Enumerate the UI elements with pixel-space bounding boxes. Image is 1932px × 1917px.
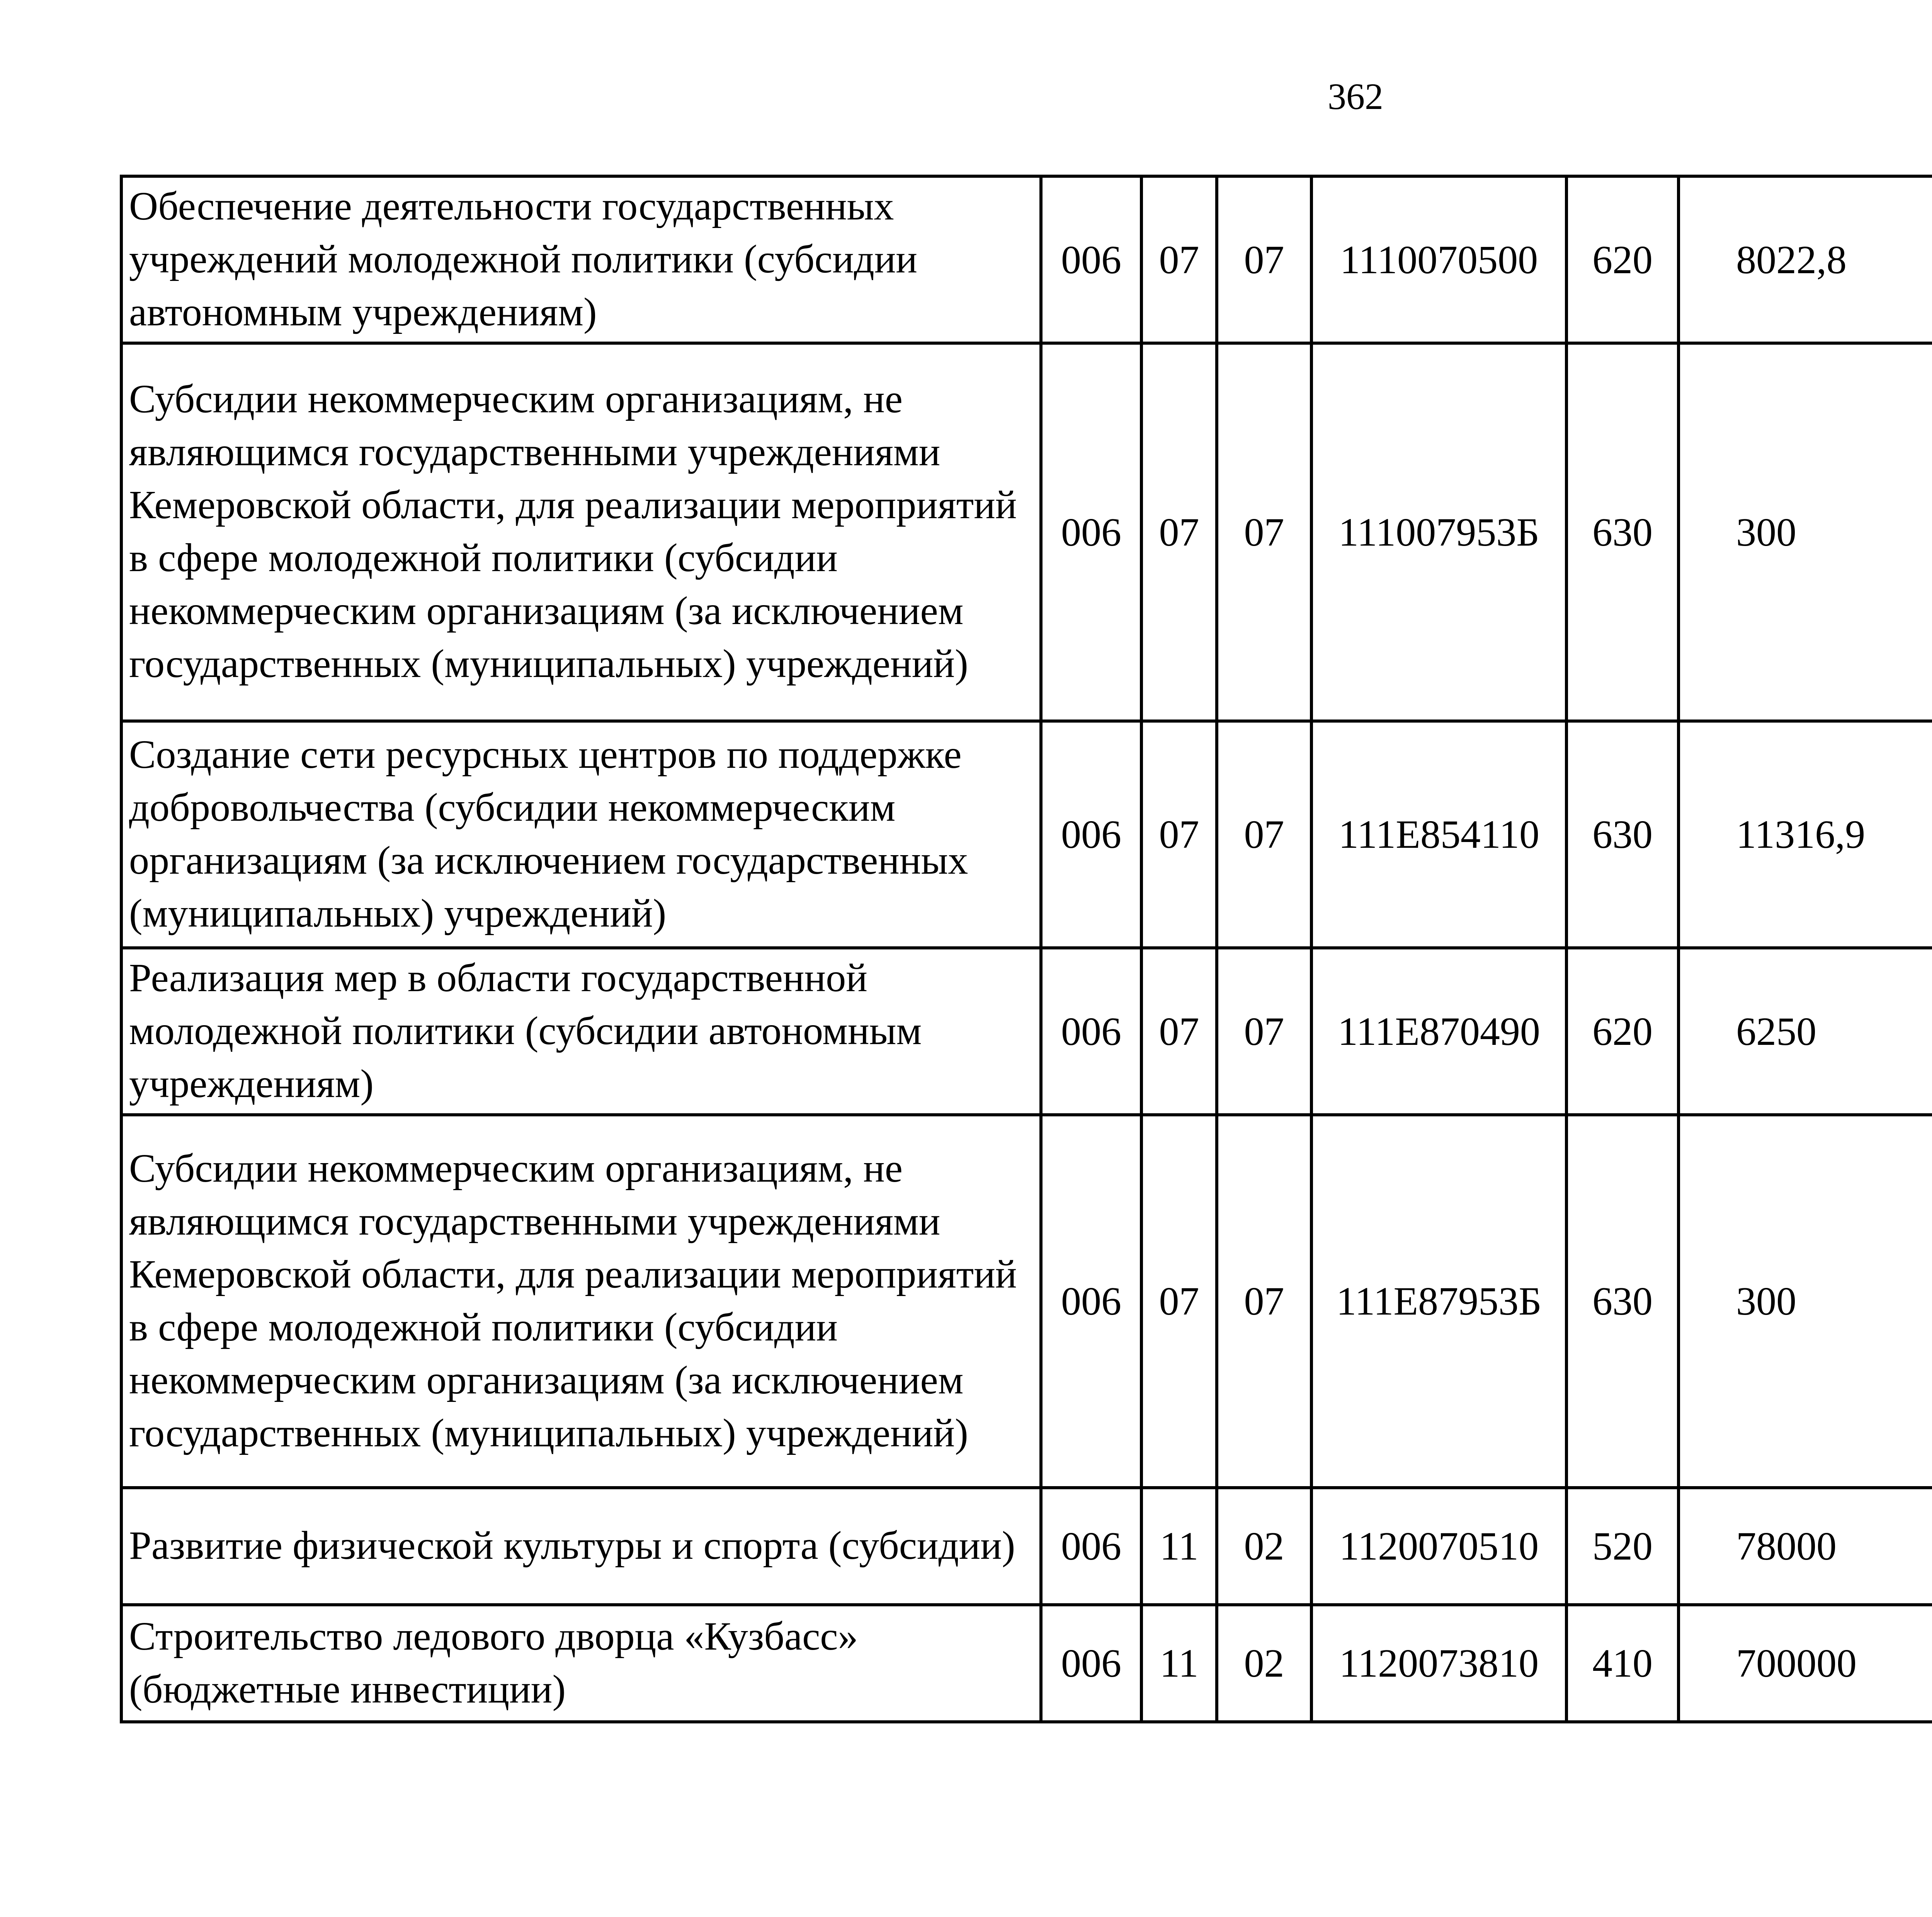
ved-code: 006 xyxy=(1041,176,1141,343)
page-number: 362 xyxy=(1328,76,1383,117)
vr-code: 410 xyxy=(1566,1605,1679,1722)
sum-year-1: 11316,9 xyxy=(1679,721,1932,948)
row-name: Строительство ледового дворца «Кузбасс» (бюджетные инвестиции) xyxy=(121,1605,1041,1722)
rz-code: 07 xyxy=(1141,721,1217,948)
csr-code: 1120070510 xyxy=(1311,1488,1566,1605)
rz-code: 07 xyxy=(1141,1115,1217,1488)
pr-code: 02 xyxy=(1217,1605,1311,1722)
ved-code: 006 xyxy=(1041,948,1141,1115)
sum-year-1: 8022,8 xyxy=(1679,176,1932,343)
sum-year-1: 78000 xyxy=(1679,1488,1932,1605)
budget-table xyxy=(120,175,1932,1723)
csr-code: 1110070500 xyxy=(1311,176,1566,343)
ved-code: 006 xyxy=(1041,1488,1141,1605)
vr-code: 620 xyxy=(1566,176,1679,343)
csr-code: 111E870490 xyxy=(1311,948,1566,1115)
table-row xyxy=(121,1488,1932,1605)
csr-code: 1120073810 xyxy=(1311,1605,1566,1722)
ved-code: 006 xyxy=(1041,1115,1141,1488)
vr-code: 630 xyxy=(1566,1115,1679,1488)
table-row xyxy=(121,721,1932,948)
table-row xyxy=(121,1605,1932,1722)
rz-code: 11 xyxy=(1141,1488,1217,1605)
pr-code: 02 xyxy=(1217,1488,1311,1605)
rz-code: 07 xyxy=(1141,343,1217,721)
csr-code: 111E87953Б xyxy=(1311,1115,1566,1488)
sum-year-1: 6250 xyxy=(1679,948,1932,1115)
rz-code: 07 xyxy=(1141,176,1217,343)
pr-code: 07 xyxy=(1217,1115,1311,1488)
sum-year-1: 300 xyxy=(1679,343,1932,721)
rz-code: 11 xyxy=(1141,1605,1217,1722)
pr-code: 07 xyxy=(1217,721,1311,948)
row-name: Субсидии некоммерческим организациям, не являющимся государственными учреждениями Кемеровской области, для реализации мероприятий в сфере молодежной политики (субсидии некоммерческим организациям (за исключением государственных (муниципальных) учреждений) xyxy=(121,1115,1041,1488)
pr-code: 07 xyxy=(1217,343,1311,721)
row-name: Обеспечение деятельности государственных учреждений молодежной политики (субсидии автономным учреждениям) xyxy=(121,176,1041,343)
pr-code: 07 xyxy=(1217,176,1311,343)
csr-code: 111E854110 xyxy=(1311,721,1566,948)
row-name: Развитие физической культуры и спорта (субсидии) xyxy=(121,1488,1041,1605)
row-name: Субсидии некоммерческим организациям, не являющимся государственными учреждениями Кемеровской области, для реализации мероприятий в сфере молодежной политики (субсидии некоммерческим организациям (за исключением государственных (муниципальных) учреждений) xyxy=(121,343,1041,721)
sum-year-1: 300 xyxy=(1679,1115,1932,1488)
ved-code: 006 xyxy=(1041,343,1141,721)
table-row xyxy=(121,176,1932,343)
ved-code: 006 xyxy=(1041,1605,1141,1722)
rz-code: 07 xyxy=(1141,948,1217,1115)
table-row xyxy=(121,343,1932,721)
vr-code: 520 xyxy=(1566,1488,1679,1605)
vr-code: 630 xyxy=(1566,343,1679,721)
csr-code: 111007953Б xyxy=(1311,343,1566,721)
table-row xyxy=(121,948,1932,1115)
ved-code: 006 xyxy=(1041,721,1141,948)
row-name: Реализация мер в области государственной молодежной политики (субсидии автономным учреждениям) xyxy=(121,948,1041,1115)
vr-code: 620 xyxy=(1566,948,1679,1115)
row-name: Создание сети ресурсных центров по поддержке добровольчества (субсидии некоммерческим организациям (за исключением государственных (муниципальных) учреждений) xyxy=(121,721,1041,948)
pr-code: 07 xyxy=(1217,948,1311,1115)
vr-code: 630 xyxy=(1566,721,1679,948)
sum-year-1: 700000 xyxy=(1679,1605,1932,1722)
table-row xyxy=(121,1115,1932,1488)
